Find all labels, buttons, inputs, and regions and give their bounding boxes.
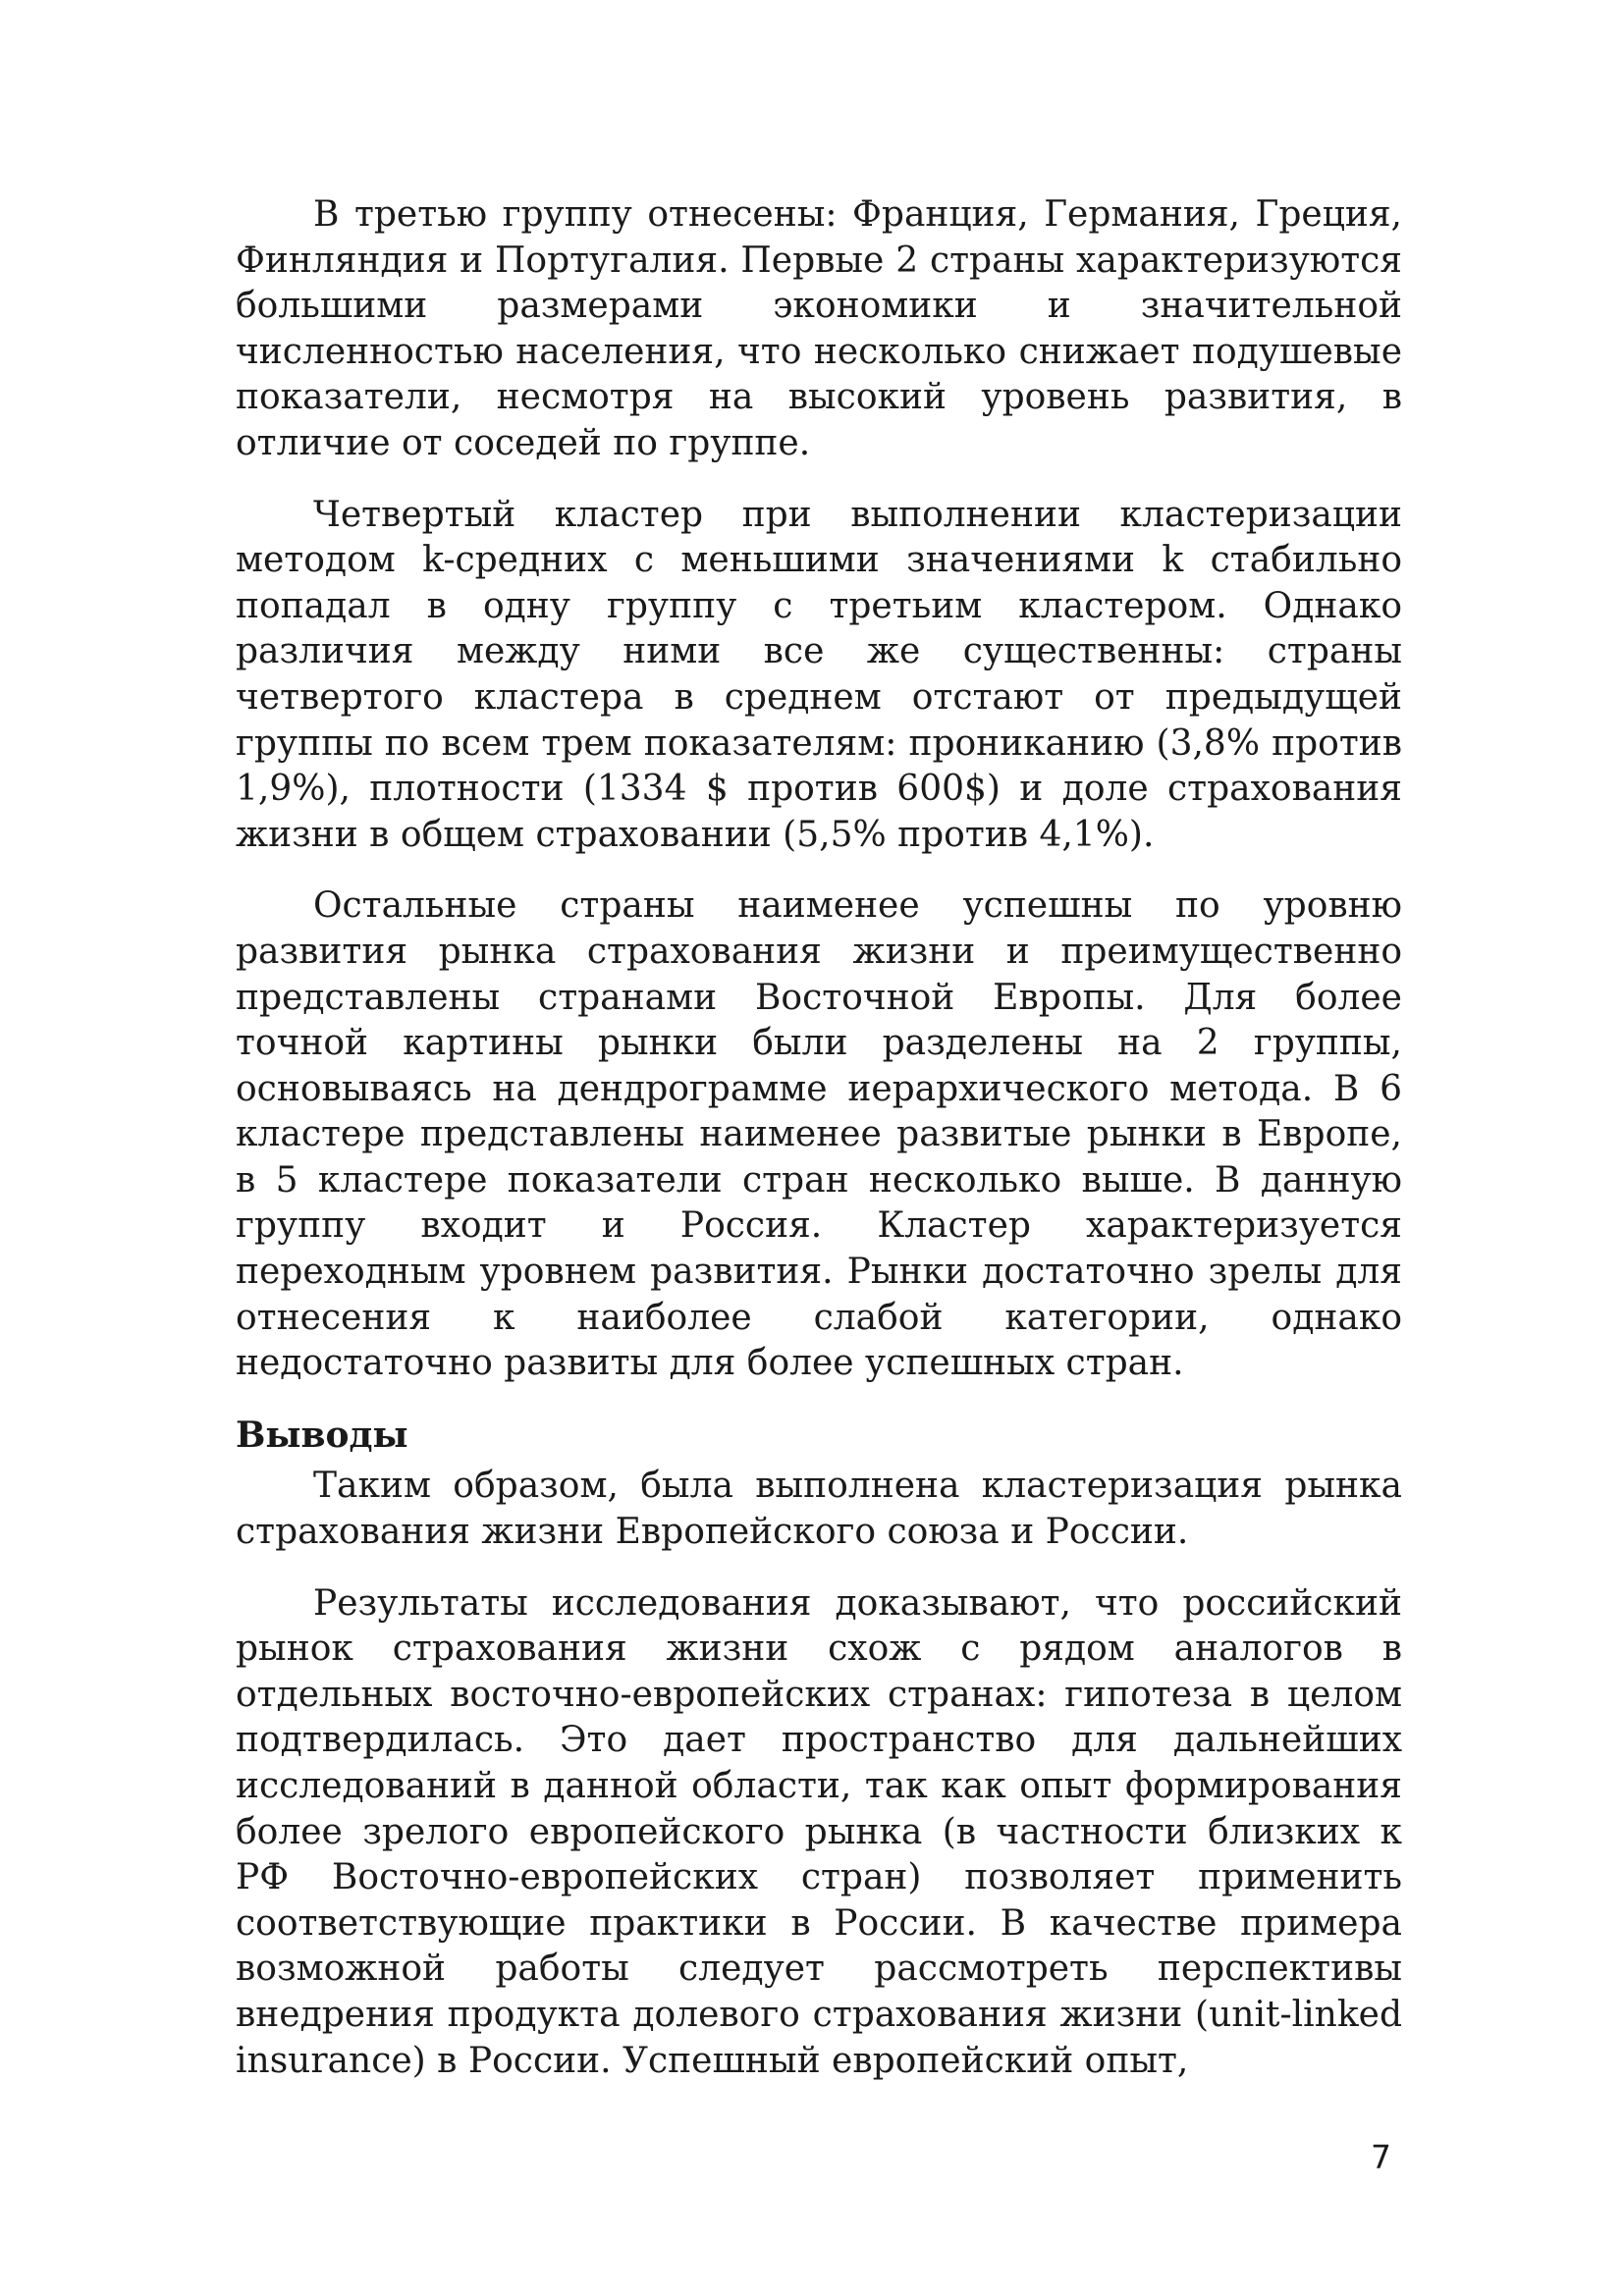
section-heading-conclusions: Выводы: [236, 1414, 408, 1456]
paragraph-conclusion-results: Результаты исследования доказывают, что российский рынок страхования жизни схож с рядом аналогов в отдельных восточно-европейских странах: гипотеза в целом подтвердилась. Это дает пространство для дальнейших исследований в данной области, так как опыт формирования более зрелого европейского рынка (в частности близких к РФ Восточно-европейских стран) позволяет применить соответствующие практики в России. В качестве примера возможной работы следует рассмотреть перспективы внедрения продукта долевого страхования жизни (unit-linked insurance) в России. Успешный европейский опыт,: [236, 1582, 1402, 2081]
paragraph-fourth-cluster: Четвертый кластер при выполнении кластеризации методом k-средних с меньшими значениями k стабильно попадал в одну группу с третьим кластером. Однако различия между ними все же существенны: страны четвертого кластера в среднем отстают от предыдущей группы по всем трем показателям: прониканию (3,8% против 1,9%), плотности (1334 $ против 600$) и доле страхования жизни в общем страховании (5,5% против 4,1%).: [236, 494, 1402, 855]
page-body: [236, 192, 1402, 2084]
paragraph-conclusion-summary: Таким образом, была выполнена кластеризация рынка страхования жизни Европейского союза и России.: [236, 1466, 1402, 1553]
paragraph-remaining-countries: Остальные страны наименее успешны по уровню развития рынка страхования жизни и преимущественно представлены странами Восточной Европы. Для более точной картины рынки были разделены на 2 группы, основываясь на дендрограмме иерархического метода. В 6 кластере представлены наименее развитые рынки в Европе, в 5 кластере показатели стран несколько выше. В данную группу входит и Россия. Кластер характеризуется переходным уровнем развития. Рынки достаточно зрелы для отнесения к наиболее слабой категории, однако недостаточно развиты для более успешных стран.: [236, 885, 1402, 1384]
page-number: 7: [1371, 2138, 1391, 2176]
paragraph-third-group: В третью группу отнесены: Франция, Германия, Греция, Финляндия и Португалия. Первые 2 страны характеризуются большими размерами экономики и значительной численностью населения, что несколько снижает подушевые показатели, несмотря на высокий уровень развития, в отличие от соседей по группе.: [236, 194, 1402, 463]
